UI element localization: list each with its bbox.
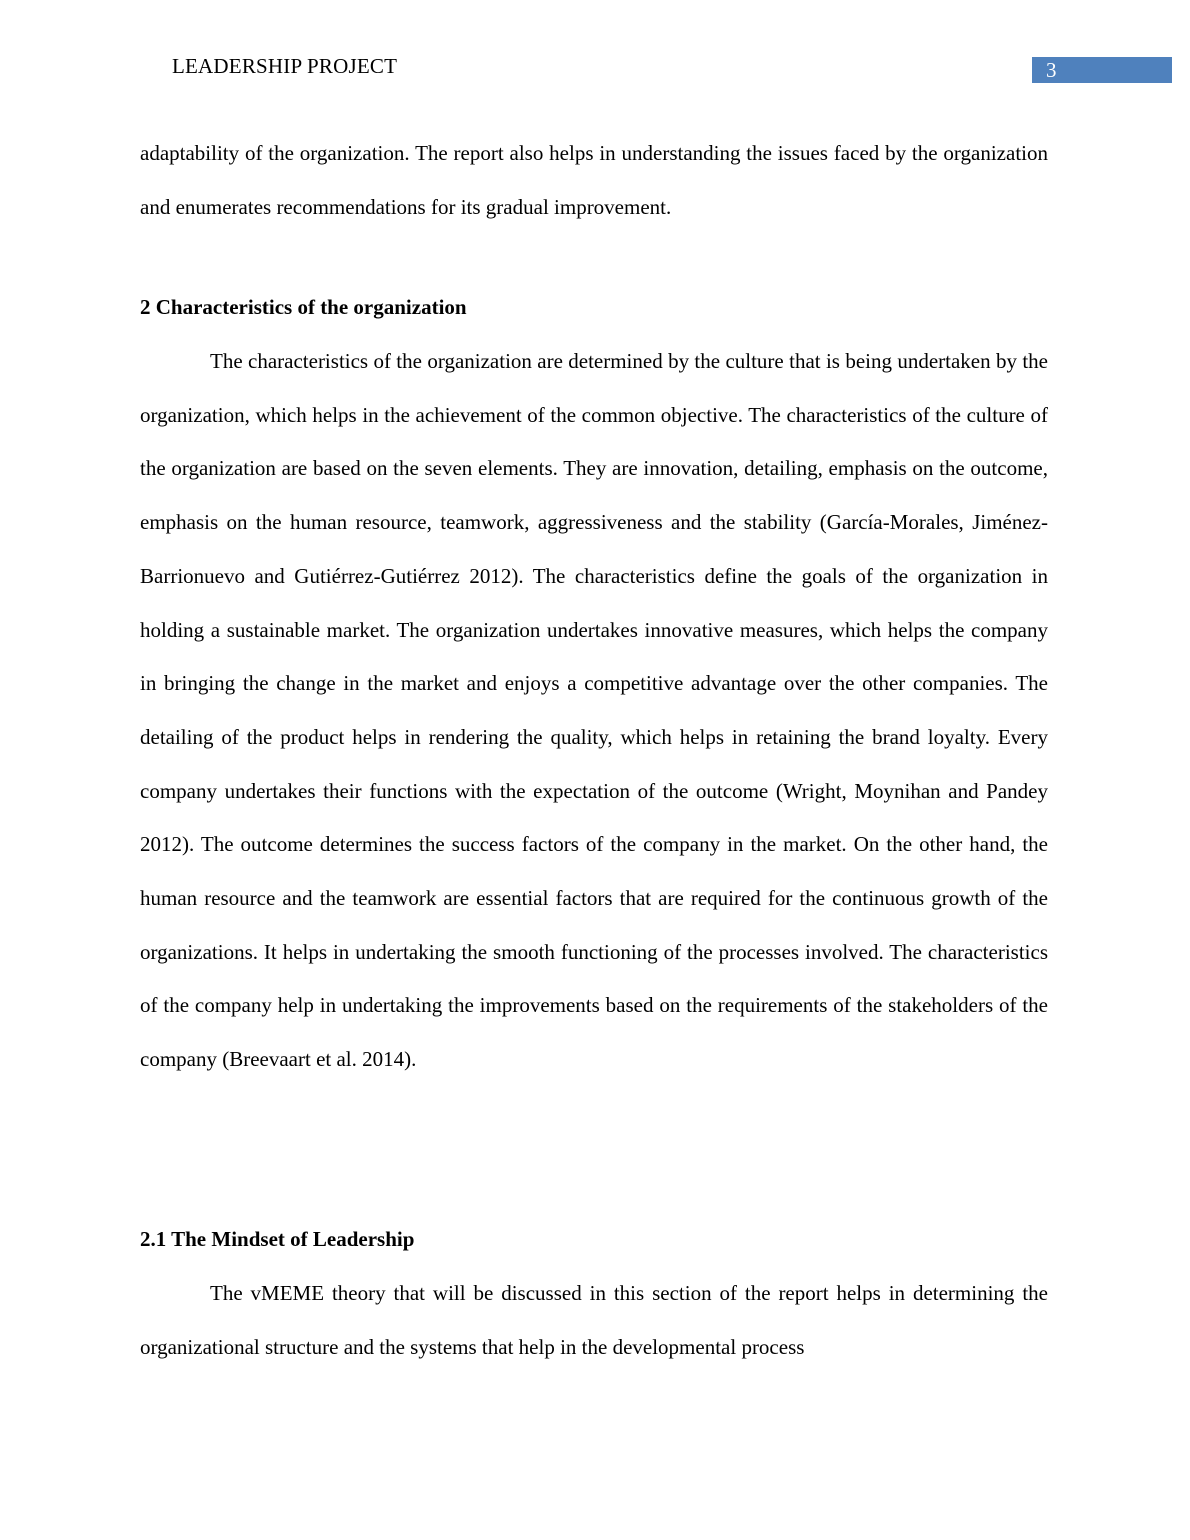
page-number: 3	[1046, 58, 1057, 82]
page-number-badge	[1032, 57, 1172, 83]
characteristics-paragraph: The characteristics of the organization are determined by the culture that is being undertaken by the organization, which helps in the achievement of the common objective. The characteristics of the culture of the organization are based on the seven elements. They are innovation, detailing, emphasis on the outcome, emphasis on the human resource, teamwork, aggressiveness and the stability (García-Morales, Jiménez-Barrionuevo and Gutiérrez-Gutiérrez 2012). The characteristics define the goals of the organization in holding a sustainable market. The organization undertakes innovative measures, which helps the company in bringing the change in the market and enjoys a competitive advantage over the other companies. The detailing of the product helps in rendering the quality, which helps in retaining the brand loyalty. Every company undertakes their functions with the expectation of the outcome (Wright, Moynihan and Pandey 2012). The outcome determines the success factors of the company in the market. On the other hand, the human resource and the teamwork are essential factors that are required for the continuous growth of the organizations. It helps in undertaking the smooth functioning of the processes involved. The characteristics of the company help in undertaking the improvements based on the requirements of the stakeholders of the company (Breevaart et al. 2014).	[140, 349, 1048, 1072]
running-head: LEADERSHIP PROJECT	[172, 54, 398, 78]
mindset-paragraph: The vMEME theory that will be discussed in this section of the report helps in determining the organizational structure and the systems that help in the developmental process	[140, 1281, 1048, 1359]
intro-paragraph: adaptability of the organization. The report also helps in understanding the issues faced by the organization and enumerates recommendations for its gradual improvement.	[140, 141, 1048, 219]
section-heading-characteristics: 2 Characteristics of the organization	[140, 295, 467, 319]
section-heading-mindset: 2.1 The Mindset of Leadership	[140, 1227, 415, 1251]
